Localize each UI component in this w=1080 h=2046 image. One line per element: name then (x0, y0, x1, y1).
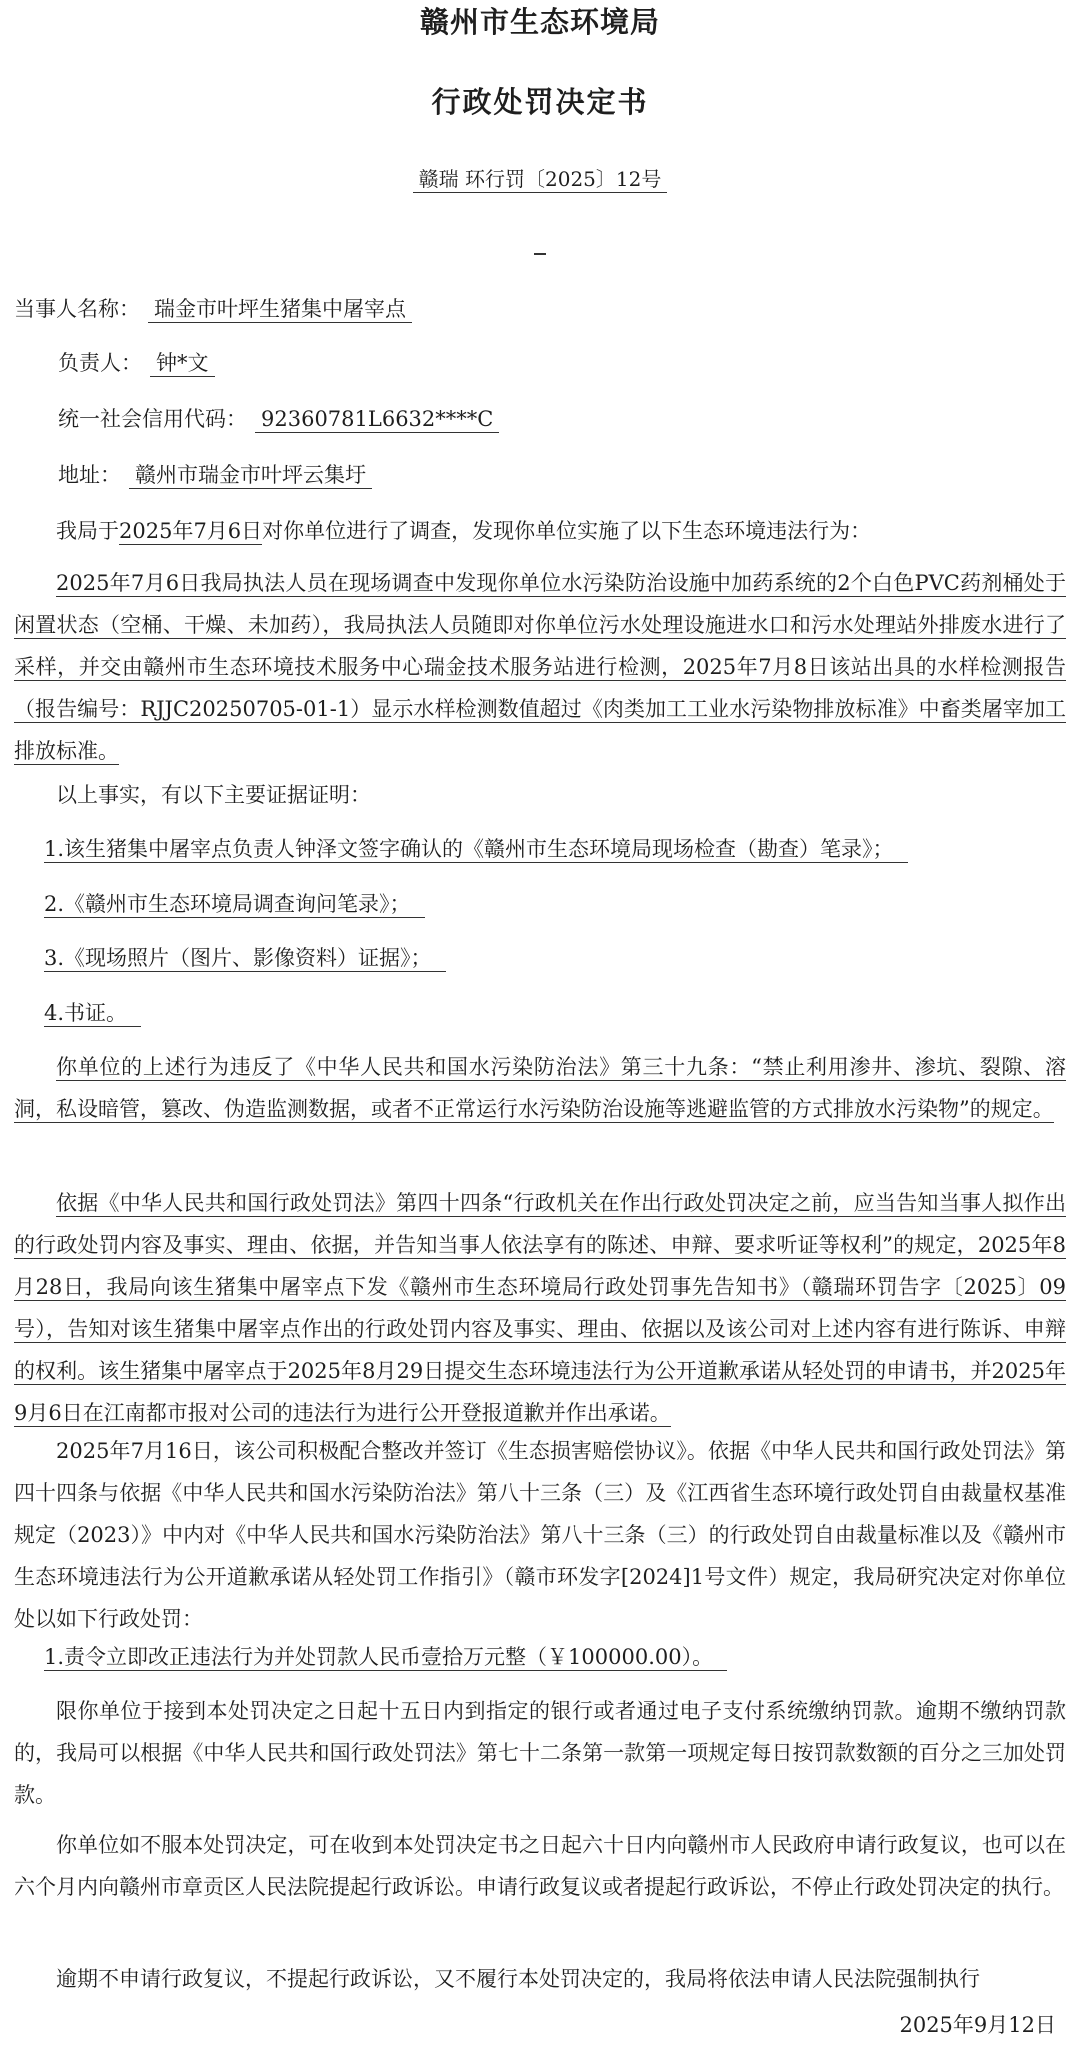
evidence-item-2: 2.《赣州市生态环境局调查询问笔录》； (44, 889, 425, 919)
party-name-row (14, 294, 412, 324)
evidence-item-1: 1.该生猪集中屠宰点负责人钟泽文签字确认的《赣州市生态环境局现场检查（勘查）笔录》； (44, 834, 908, 864)
credit-code-label: 统一社会信用代码： (58, 407, 247, 431)
appeal-paragraph: 你单位如不服本处罚决定，可在收到本处罚决定书之日起六十日内向赣州市人民政府申请行政复议，也可以在六个月内向赣州市章贡区人民法院提起行政诉讼。申请行政复议或者提起行政诉讼，不停止行政处罚决定的执行。 (14, 1833, 1066, 1899)
payment-paragraph: 限你单位于接到本处罚决定之日起十五日内到指定的银行或者通过电子支付系统缴纳罚款。逾期不缴纳罚款的，我局可以根据《中华人民共和国行政处罚法》第七十二条第一款第一项规定每日按罚款数额的百分之三加处罚款。 (14, 1699, 1066, 1807)
document-title: 行政处罚决定书 (431, 85, 649, 119)
credit-code-value: 92360781L6632****C (255, 407, 499, 433)
responsible-person-label: 负责人： (58, 351, 142, 375)
credit-code-row (58, 404, 499, 434)
party-name-label: 当事人名称： (14, 297, 140, 321)
investigation-date: 2025年7月6日 (119, 519, 263, 543)
document-number-text: 赣瑞 环行罚〔2025〕12号 (413, 167, 668, 193)
penalty-item: 1.责令立即改正违法行为并处罚款人民币壹拾万元整（￥100000.00）。 (44, 1642, 727, 1672)
responsible-person-value: 钟*文 (150, 351, 215, 377)
enforcement-paragraph: 逾期不申请行政复议，不提起行政诉讼，又不履行本处罚决定的，我局将依法申请人民法院强制执行 (56, 1967, 980, 1991)
evidence-item-4: 4.书证。 (44, 998, 141, 1028)
responsible-person-row (58, 348, 215, 378)
address-label: 地址： (58, 463, 121, 487)
investigation-intro: 我局于2025年7月6日对你单位进行了调查，发现你单位实施了以下生态环境违法行为： (56, 519, 872, 543)
separator-dash (534, 253, 546, 255)
facts-paragraph: 2025年7月6日我局执法人员在现场调查中发现你单位水污染防治设施中加药系统的2个白色PVC药剂桶处于闲置状态（空桶、干燥、未加药），我局执法人员随即对你单位污水处理设施进水口和污水处理站外排废水进行了采样，并交由赣州市生态环境技术服务中心瑞金技术服务站进行检测，2025年7月8日该站出具的水样检测报告（报告编号：RJJC20250705-01-1）显示水样检测数值超过《肉类加工工业水污染物排放标准》中畜类屠宰加工排放标准。 (14, 571, 1066, 763)
decision-basis-paragraph: 2025年7月16日，该公司积极配合整改并签订《生态损害赔偿协议》。依据《中华人民共和国行政处罚法》第四十四条与依据《中华人民共和国水污染防治法》第八十三条（三）及《江西省生态环境行政处罚自由裁量权基准规定（2023）》中内对《中华人民共和国水污染防治法》第八十三条（三）的行政处罚自由裁量标准以及《赣州市生态环境违法行为公开道歉承诺从轻处罚工作指引》（赣市环发字[2024]1号文件）规定，我局研究决定对你单位处以如下行政处罚： (14, 1439, 1066, 1631)
decision-date: 2025年9月12日 (899, 2013, 1056, 2037)
party-name-value: 瑞金市叶坪生猪集中屠宰点 (148, 297, 412, 323)
document-number (0, 164, 1080, 194)
address-value: 赣州市瑞金市叶坪云集圩 (129, 463, 372, 489)
violation-paragraph: 你单位的上述行为违反了《中华人民共和国水污染防治法》第三十九条：“禁止利用渗井、渗坑、裂隙、溶洞，私设暗管，篡改、伪造监测数据，或者不正常运行水污染防治设施等逃避监管的方式排放水污染物”的规定。 (14, 1055, 1066, 1121)
notice-paragraph: 依据《中华人民共和国行政处罚法》第四十四条“行政机关在作出行政处罚决定之前，应当告知当事人拟作出的行政处罚内容及事实、理由、依据，并告知当事人依法享有的陈述、申辩、要求听证等权利”的规定，2025年8月28日，我局向该生猪集中屠宰点下发《赣州市生态环境局行政处罚事先告知书》（赣瑞环罚告字〔2025〕09号），告知对该生猪集中屠宰点作出的行政处罚内容及事实、理由、依据以及该公司对上述内容有进行陈诉、申辩的权利。该生猪集中屠宰点于2025年8月29日提交生态环境违法行为公开道歉承诺从轻处罚的申请书，并2025年9月6日在江南都市报对公司的违法行为进行公开登报道歉并作出承诺。 (14, 1191, 1066, 1425)
agency-name: 赣州市生态环境局 (419, 5, 660, 39)
evidence-item-3: 3.《现场照片（图片、影像资料）证据》； (44, 943, 446, 973)
address-row (58, 460, 372, 490)
evidence-intro: 以上事实，有以下主要证据证明： (56, 783, 371, 807)
